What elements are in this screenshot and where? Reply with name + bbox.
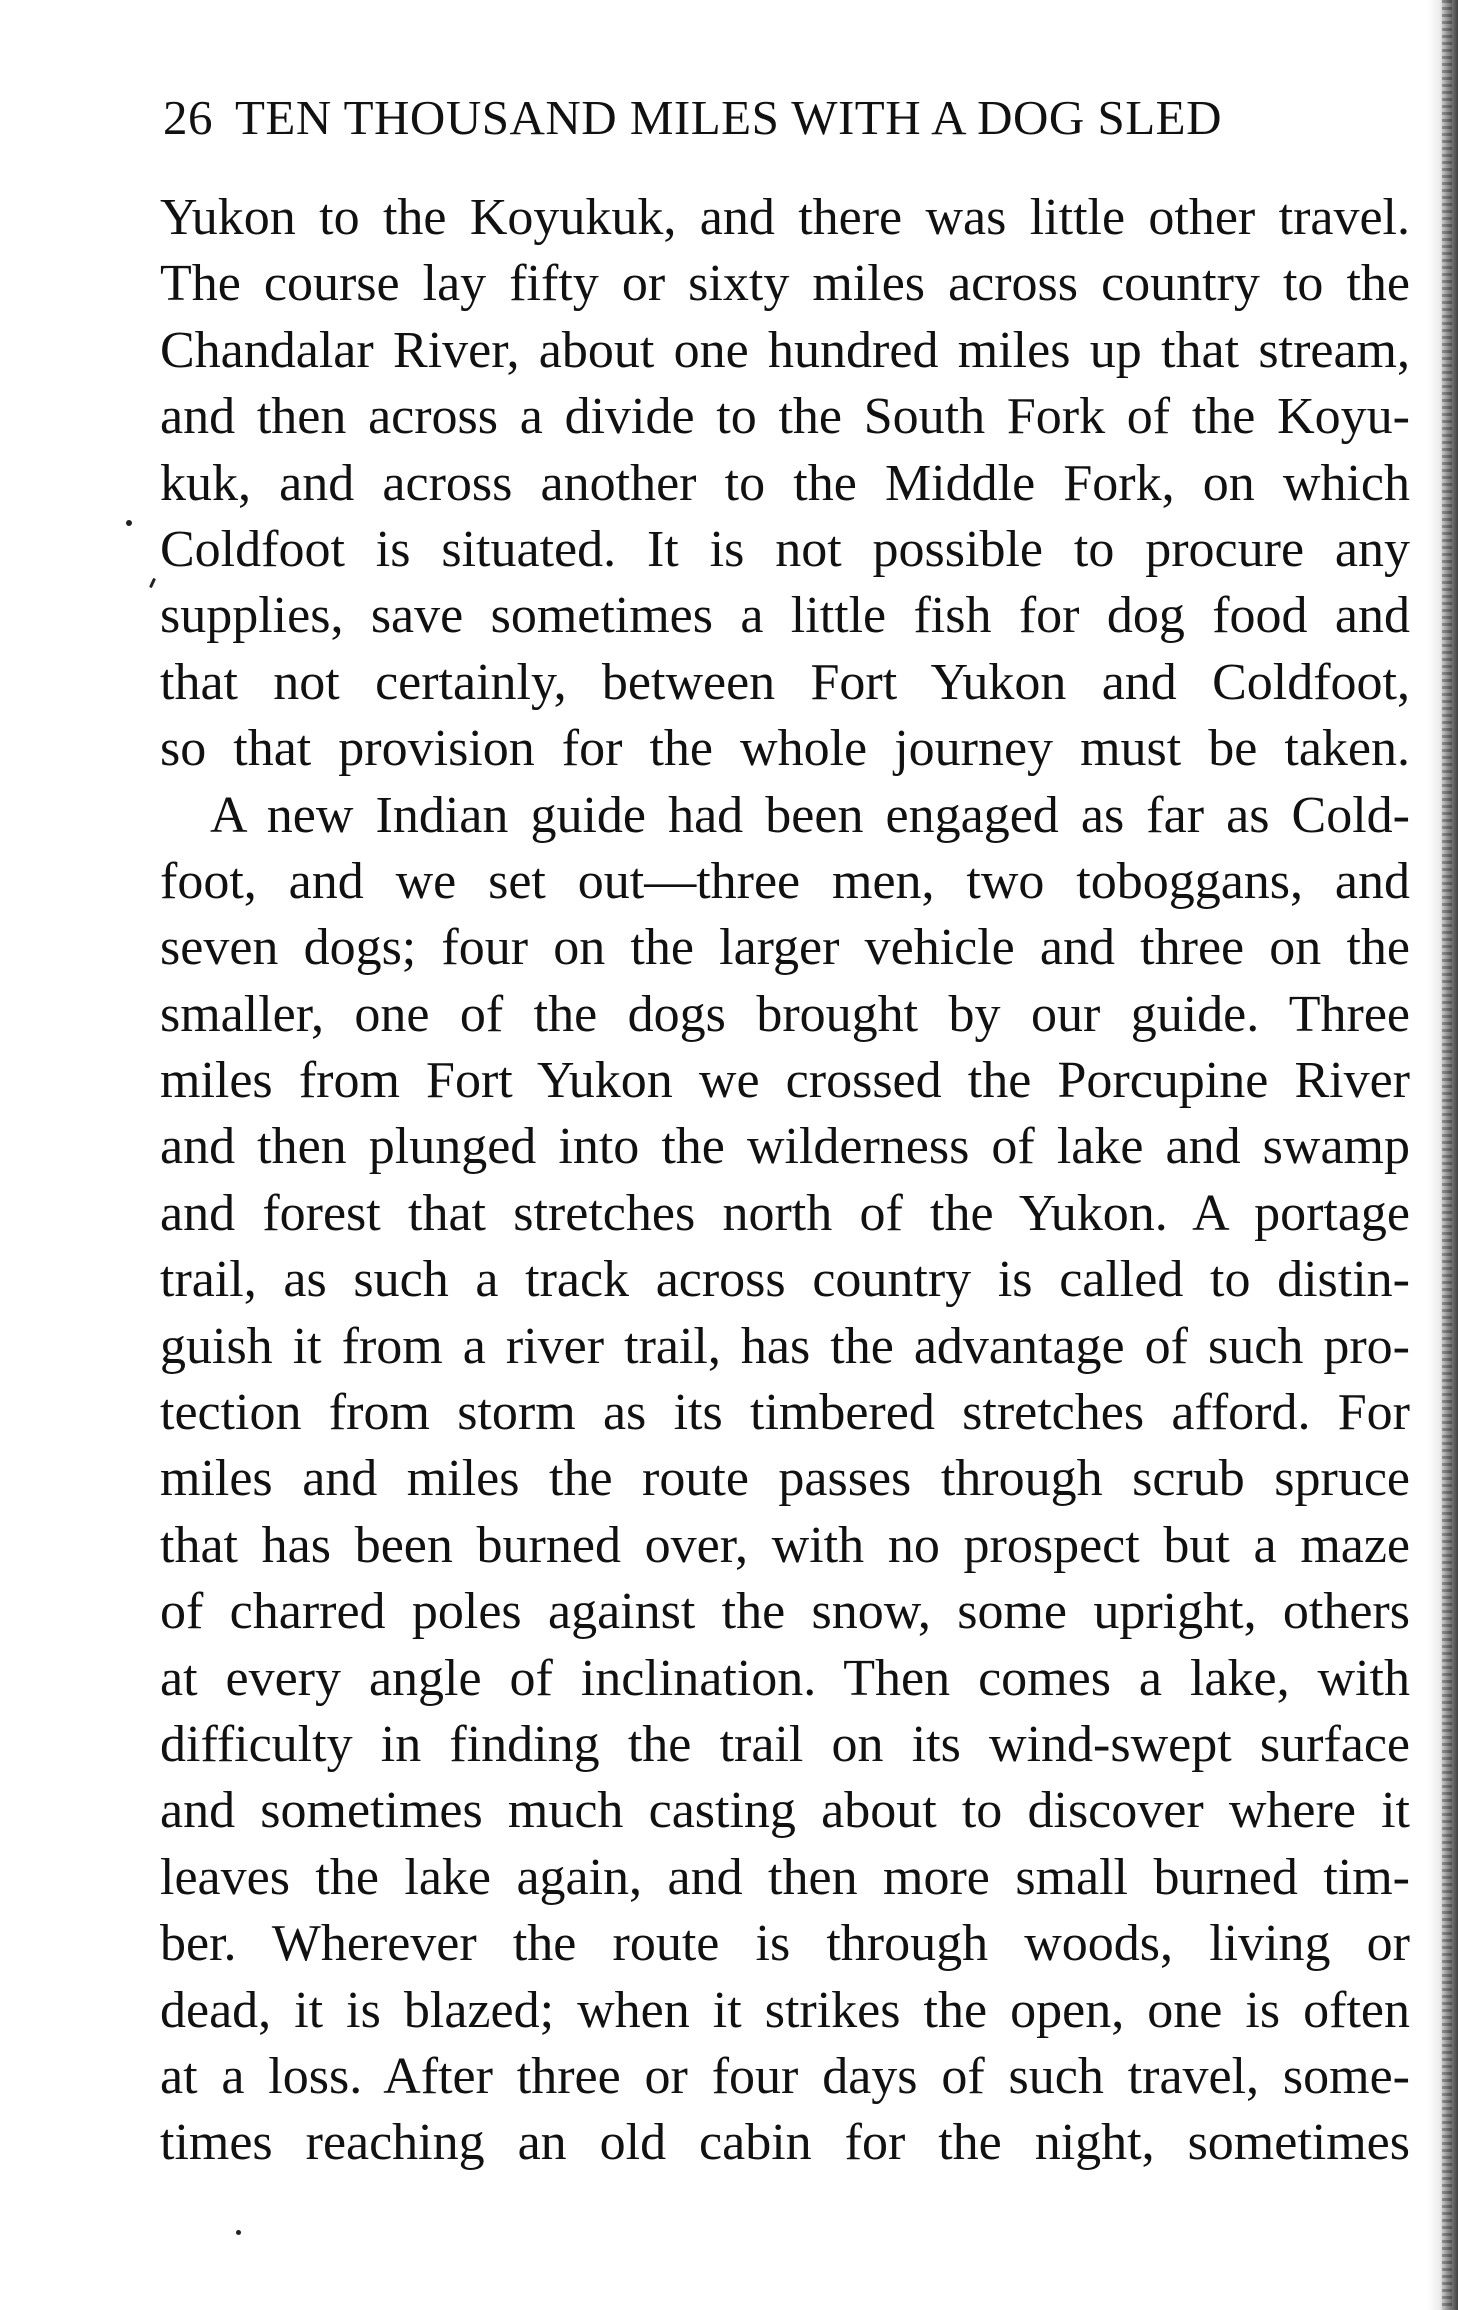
page-edge-texture (1442, 0, 1452, 2310)
text-line: and sometimes much casting about to discover where it (160, 1782, 1410, 1840)
text-line: that has been burned over, with no prospect but a maze (160, 1516, 1410, 1574)
text-line: that not certainly, between Fort Yukon and Coldfoot, (160, 653, 1410, 711)
body-text (160, 185, 1410, 2177)
text-line: at every angle of inclination. Then comes a lake, with (160, 1649, 1410, 1707)
text-line: and forest that stretches north of the Yukon. A portage (160, 1184, 1410, 1242)
text-line: miles and miles the route passes through scrub spruce (160, 1450, 1410, 1508)
text-line: leaves the lake again, and then more small burned tim- (160, 1848, 1410, 1906)
text-line: so that provision for the whole journey must be taken. (160, 720, 1410, 778)
text-line: and then plunged into the wilderness of lake and swamp (160, 1118, 1410, 1176)
text-line: foot, and we set out—three men, two toboggans, and (160, 852, 1410, 910)
text-line: kuk, and across another to the Middle Fork, on which (160, 454, 1410, 512)
text-line: guish it from a river trail, has the advantage of such pro- (160, 1317, 1410, 1375)
text-line: and then across a divide to the South Fork of the Koyu- (160, 388, 1410, 446)
text-line: Yukon to the Koyukuk, and there was little other travel. (160, 189, 1410, 246)
running-header (163, 86, 1358, 150)
text-line: supplies, save sometimes a little fish for dog food and (160, 587, 1410, 645)
text-line: ber. Wherever the route is through woods, living or (160, 1915, 1410, 1973)
text-line: at a loss. After three or four days of such travel, some- (160, 2047, 1410, 2105)
text-line: dead, it is blazed; when it strikes the open, one is often (160, 1981, 1410, 2039)
text-line: of charred poles against the snow, some upright, others (160, 1583, 1410, 1641)
margin-speck (236, 2230, 241, 2235)
text-line: miles from Fort Yukon we crossed the Porcupine River (160, 1052, 1410, 1110)
paragraph-start-line: A new Indian guide had been engaged as far as Cold- (210, 786, 1410, 844)
text-line: Coldfoot is situated. It is not possible to procure any (160, 520, 1410, 578)
page-number: 26 (163, 90, 213, 145)
margin-speck (126, 520, 132, 526)
text-line: tection from storm as its timbered stretches afford. For (160, 1384, 1410, 1442)
running-title: TEN THOUSAND MILES WITH A DOG SLED (235, 90, 1222, 145)
text-line: seven dogs; four on the larger vehicle and three on the (160, 919, 1410, 977)
text-line: Chandalar River, about one hundred miles up that stream, (160, 321, 1410, 379)
margin-speck (149, 578, 156, 588)
text-line: smaller, one of the dogs brought by our guide. Three (160, 985, 1410, 1043)
text-line: trail, as such a track across country is called to distin- (160, 1251, 1410, 1309)
text-line: times reaching an old cabin for the night, sometimes (160, 2114, 1410, 2172)
text-line: difficulty in finding the trail on its wind-swept surface (160, 1715, 1410, 1773)
text-line: The course lay fifty or sixty miles across country to the (160, 255, 1410, 313)
